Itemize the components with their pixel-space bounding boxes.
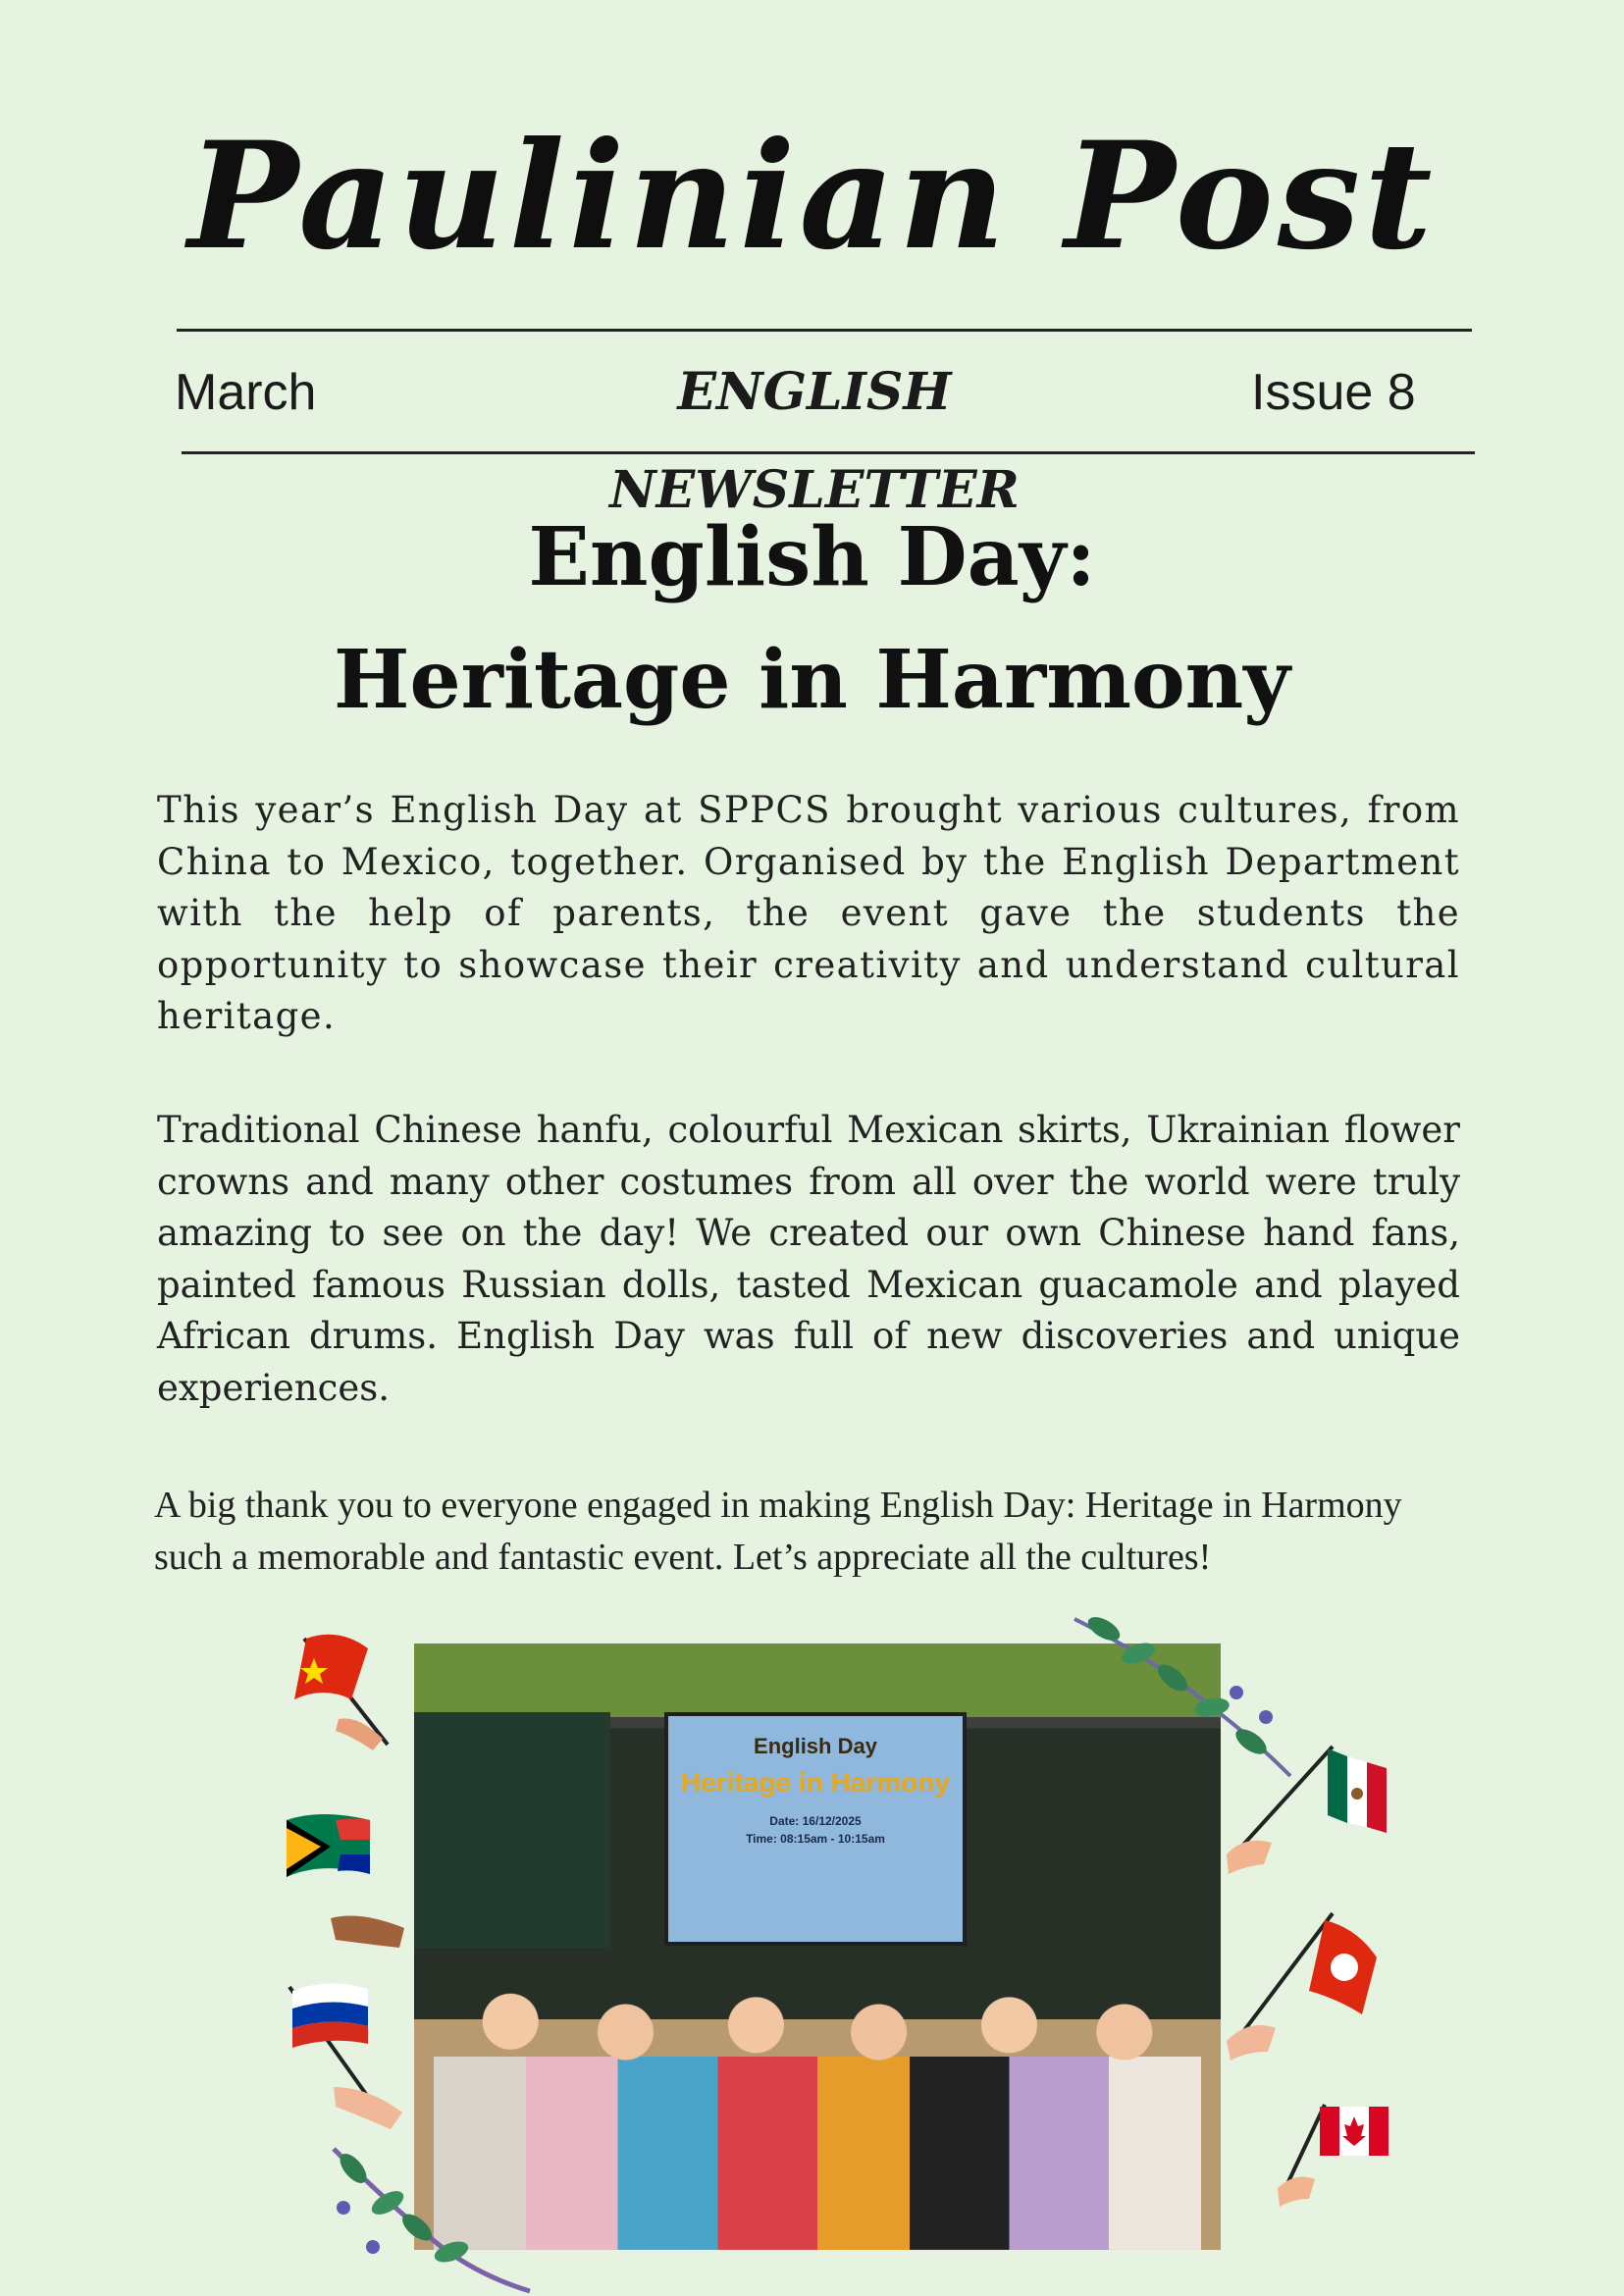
issue-number: Issue 8 bbox=[1251, 364, 1416, 421]
screen-subtitle: Heritage in Harmony bbox=[681, 1767, 950, 1798]
russia-flag-icon bbox=[275, 1977, 412, 2134]
canada-flag-icon bbox=[1276, 2095, 1403, 2213]
screen-date: Date: 16/12/2025 bbox=[769, 1814, 862, 1828]
article-paragraph-3: A big thank you to everyone engaged in making English Day: Heritage in Harmony such a memorable and fantastic event. Let’s appreciate all the cultures! bbox=[154, 1485, 1402, 1578]
screen-time: Time: 08:15am - 10:15am bbox=[746, 1832, 885, 1846]
hong-kong-flag-icon bbox=[1225, 1908, 1391, 2065]
headline-line-2: Heritage in Harmony bbox=[334, 633, 1290, 727]
south-africa-flag-icon bbox=[277, 1800, 409, 1953]
bottom-divider bbox=[182, 451, 1475, 454]
newsletter-series: ENGLISH NEWSLETTER bbox=[609, 362, 1020, 520]
issue-month: March bbox=[175, 364, 317, 421]
masthead-title: Paulinian Post bbox=[187, 110, 1437, 283]
students-group bbox=[434, 1899, 1201, 2250]
article-paragraph-2: Traditional Chinese hanfu, colourful Mexican skirts, Ukrainian flower crowns and many other costumes from all over the world were truly amazing to see on the day! We created our own Chinese hand fans, painted famous Russian dolls, tasted Mexican guacamole and played African drums. English Day was full of new discoveries and unique experiences. bbox=[157, 1109, 1460, 1409]
article-paragraph-1: This year’s English Day at SPPCS brought various cultures, from China to Mexico, together. Organised by the English Department with the help of parents, the event gave the students the opportunity to showcase their creativity and understand cultural heritage. bbox=[157, 789, 1460, 1037]
leaf-decoration-bottom-icon bbox=[314, 2129, 540, 2296]
leaf-decoration-top-icon bbox=[1065, 1599, 1300, 1796]
headline-line-1: English Day: bbox=[528, 510, 1096, 604]
china-flag-icon bbox=[285, 1629, 402, 1751]
top-divider bbox=[177, 329, 1472, 332]
screen-title: English Day bbox=[754, 1734, 877, 1758]
